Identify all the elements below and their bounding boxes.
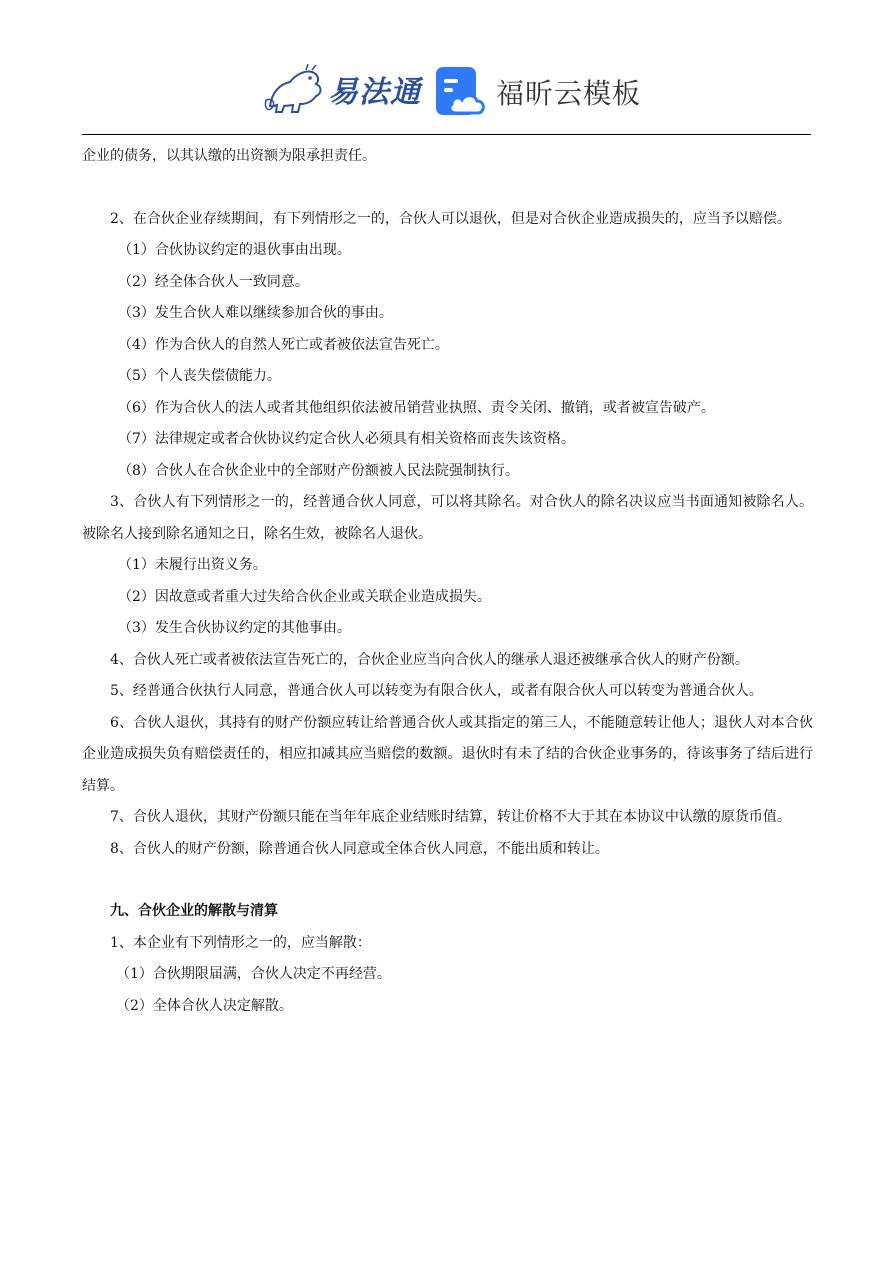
list-item: （1）合伙协议约定的退伙事由出现。 bbox=[118, 242, 351, 258]
section-clause-1: 1、本企业有下列情形之一的，应当解散： bbox=[110, 934, 371, 951]
clause-7: 7、合伙人退伙，其财产份额只能在当年年底企业结账时结算，转让价格不大于其在本协议中认缴的原货币值。 bbox=[110, 809, 791, 825]
list-item: （3）发生合伙人难以继续参加合伙的事由。 bbox=[118, 305, 393, 321]
list-item: （2）因故意或者重大过失给合伙企业或关联企业造成损失。 bbox=[118, 588, 491, 605]
list-item: （7）法律规定或者合伙协议约定合伙人必须具有相关资格而丧失该资格。 bbox=[118, 431, 575, 447]
list-item: （1）未履行出资义务。 bbox=[118, 557, 267, 573]
list-item: （8）合伙人在合伙企业中的全部财产份额被人民法院强制执行。 bbox=[118, 462, 519, 479]
fuxin-logo bbox=[436, 66, 641, 118]
paragraph: 企业的债务，以其认缴的出资额为限承担责任。 bbox=[82, 148, 376, 164]
list-item: （3）发生合伙协议约定的其他事由。 bbox=[118, 620, 351, 636]
qilin-emblem-icon bbox=[262, 62, 326, 116]
list-item: （4）作为合伙人的自然人死亡或者被依法宣告死亡。 bbox=[118, 336, 449, 353]
clause-6: 6、合伙人退伙，其持有的财产份额应转让给普通合伙人或其指定的第三人，不能随意转让他人；退伙人对本合伙企业造成损失负有赔偿责任的，相应扣减其应当赔偿的数额。退伙时有未了结的合伙企业事务的，待该事务了结后进行结算。 bbox=[82, 714, 813, 794]
brand-left-text: 易法通 bbox=[328, 75, 421, 110]
header-divider bbox=[82, 134, 811, 135]
list-item: （6）作为合伙人的法人或者其他组织依法被吊销营业执照、责令关闭、撤销，或者被宣告破产。 bbox=[118, 399, 715, 416]
list-item: （2）全体合伙人决定解散。 bbox=[116, 997, 293, 1014]
section-heading: 九、合伙企业的解散与清算 bbox=[110, 903, 278, 919]
document-body bbox=[82, 141, 813, 1022]
clause-3: 3、合伙人有下列情形之一的，经普通合伙人同意，可以将其除名。对合伙人的除名决议应当书面通知被除名人。被除名人接到除名通知之日，除名生效，被除名人退伙。 bbox=[82, 494, 813, 542]
clause-2: 2、在合伙企业存续期间，有下列情形之一的，合伙人可以退伙，但是对合伙企业造成损失的，应当予以赔偿。 bbox=[110, 210, 791, 227]
clause-4: 4、合伙人死亡或者被依法宣告死亡的，合伙企业应当向合伙人的继承人退还被继承合伙人的财产份额。 bbox=[110, 651, 749, 668]
spacer bbox=[82, 865, 813, 896]
yifatong-logo bbox=[262, 62, 421, 116]
spacer bbox=[82, 173, 813, 204]
list-item: （1）合伙期限届满，合伙人决定不再经营。 bbox=[116, 966, 391, 982]
page-header bbox=[0, 0, 893, 134]
cloud-document-icon bbox=[436, 67, 486, 117]
brand-right-text: 福昕云模板 bbox=[496, 77, 642, 110]
clause-8: 8、合伙人的财产份额，除普通合伙人同意或全体合伙人同意，不能出质和转让。 bbox=[110, 840, 609, 857]
list-item: （5）个人丧失偿债能力。 bbox=[118, 368, 281, 384]
list-item: （2）经全体合伙人一致同意。 bbox=[118, 273, 309, 290]
clause-5: 5、经普通合伙执行人同意，普通合伙人可以转变为有限合伙人，或者有限合伙人可以转变为普通合伙人。 bbox=[110, 683, 763, 699]
